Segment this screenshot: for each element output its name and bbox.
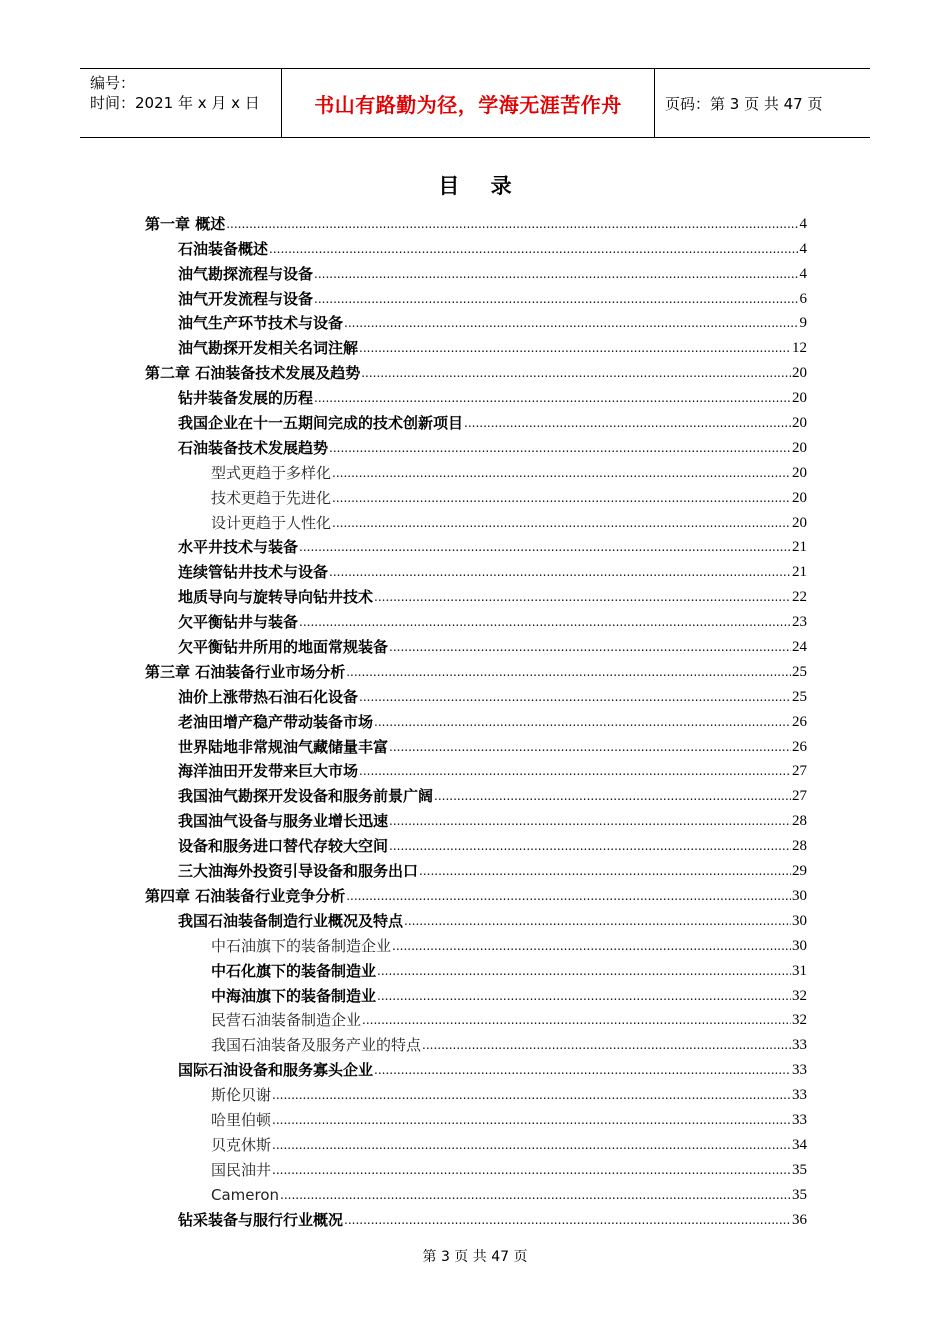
- toc-entry-title: 油气勘探流程与设备: [178, 264, 314, 283]
- toc-entry-title: 连续管钻井技术与设备: [178, 563, 329, 582]
- toc-dot-leader: [332, 464, 791, 483]
- toc-entry-title: 石油装备概述: [178, 239, 269, 258]
- toc-entry[interactable]: [145, 757, 807, 782]
- motto-text: 书山有路勤为径，学海无涯苦作舟: [314, 92, 622, 117]
- toc-entry-title: 中石油旗下的装备制造企业: [211, 936, 392, 955]
- toc-dot-leader: [299, 613, 791, 632]
- toc-dot-leader: [374, 588, 791, 607]
- toc-entry-page: 12: [792, 340, 807, 357]
- toc-entry-title: 贝克休斯: [211, 1135, 272, 1154]
- toc-entry-title: 三大油海外投资引导设备和服务出口: [178, 862, 419, 881]
- toc-entry[interactable]: [145, 856, 807, 881]
- toc-entry-page: 20: [792, 365, 807, 382]
- toc-entry[interactable]: [145, 284, 807, 309]
- toc-entry-title: 型式更趋于多样化: [211, 463, 332, 482]
- toc-entry-page: 32: [792, 1012, 807, 1029]
- toc-entry-page: 20: [792, 514, 807, 531]
- header-meta-cell: [80, 69, 282, 137]
- page-footer: 第 3 页 共 47 页: [422, 1249, 528, 1265]
- toc-dot-leader: [314, 290, 798, 309]
- toc-dot-leader: [226, 215, 798, 234]
- toc-entry-title: 油气生产环节技术与设备: [178, 314, 344, 333]
- toc-entry[interactable]: [145, 1180, 807, 1205]
- toc-entry[interactable]: [145, 358, 807, 383]
- toc-entry-page: 35: [792, 1161, 807, 1178]
- toc-entry[interactable]: [145, 408, 807, 433]
- toc-entry-title: 我国油气勘探开发设备和服务前景广阔: [178, 787, 434, 806]
- number-label: 编号：: [90, 74, 136, 92]
- toc-entry[interactable]: [145, 931, 807, 956]
- toc-entry-title: 第三章 石油装备行业市场分析: [145, 662, 346, 681]
- toc-title: 目 录: [438, 174, 524, 198]
- toc-entry[interactable]: [145, 1205, 807, 1230]
- toc-entry[interactable]: [145, 831, 807, 856]
- toc-dot-leader: [344, 314, 798, 333]
- table-of-contents: [145, 209, 807, 1230]
- toc-entry[interactable]: [145, 956, 807, 981]
- toc-entry-title: Cameron: [211, 1185, 280, 1204]
- toc-entry-title: 油气勘探开发相关名词注解: [178, 339, 359, 358]
- toc-entry-title: 哈里伯顿: [211, 1110, 272, 1129]
- toc-entry[interactable]: [145, 881, 807, 906]
- toc-entry-title: 油气开发流程与设备: [178, 289, 314, 308]
- toc-entry-page: 33: [792, 1111, 807, 1128]
- toc-entry[interactable]: [145, 806, 807, 831]
- toc-entry-title: 民营石油装备制造企业: [211, 1011, 362, 1030]
- toc-dot-leader: [422, 1036, 791, 1055]
- toc-dot-leader: [272, 1136, 791, 1155]
- toc-dot-leader: [359, 762, 791, 781]
- toc-entry-page: 21: [792, 564, 807, 581]
- toc-dot-leader: [374, 1061, 791, 1080]
- toc-entry-title: 我国企业在十一五期间完成的技术创新项目: [178, 414, 464, 433]
- toc-entry-page: 23: [792, 614, 807, 631]
- toc-entry[interactable]: [145, 1055, 807, 1080]
- toc-entry-page: 20: [792, 415, 807, 432]
- toc-entry-title: 国民油井: [211, 1160, 272, 1179]
- toc-entry-page: 28: [792, 813, 807, 830]
- toc-dot-leader: [344, 1211, 791, 1230]
- toc-entry[interactable]: [145, 333, 807, 358]
- toc-dot-leader: [377, 962, 791, 981]
- page-info: 页码：第 3 页 共 47 页: [665, 94, 823, 113]
- toc-entry-title: 我国油气设备与服务业增长迅速: [178, 812, 389, 831]
- toc-entry[interactable]: [145, 1080, 807, 1105]
- toc-entry-title: 第二章 石油装备技术发展及趋势: [145, 364, 361, 383]
- toc-entry-title: 欠平衡钻井与装备: [178, 613, 299, 632]
- toc-entry-page: 32: [792, 987, 807, 1004]
- toc-entry[interactable]: [145, 433, 807, 458]
- toc-entry-title: 油价上涨带热石油石化设备: [178, 687, 359, 706]
- toc-entry[interactable]: [145, 508, 807, 533]
- toc-entry[interactable]: [145, 1030, 807, 1055]
- toc-dot-leader: [280, 1186, 791, 1205]
- toc-dot-leader: [346, 887, 791, 906]
- toc-entry-title: 我国石油装备制造行业概况及特点: [178, 911, 404, 930]
- toc-dot-leader: [329, 563, 791, 582]
- toc-entry-page: 26: [792, 713, 807, 730]
- toc-dot-leader: [269, 240, 798, 259]
- toc-entry-page: 26: [792, 738, 807, 755]
- toc-dot-leader: [419, 862, 791, 881]
- toc-entry-page: 33: [792, 1062, 807, 1079]
- toc-entry[interactable]: [145, 732, 807, 757]
- toc-entry-title: 中海油旗下的装备制造业: [211, 986, 377, 1005]
- toc-dot-leader: [389, 837, 791, 856]
- toc-entry-page: 9: [799, 315, 807, 332]
- toc-entry[interactable]: [145, 557, 807, 582]
- toc-entry[interactable]: [145, 234, 807, 259]
- toc-entry-page: 29: [792, 863, 807, 880]
- toc-dot-leader: [377, 987, 791, 1006]
- page-header: [80, 68, 870, 138]
- toc-entry-page: 25: [792, 663, 807, 680]
- toc-entry-page: 36: [792, 1211, 807, 1228]
- toc-entry-page: 4: [799, 240, 807, 257]
- toc-entry-title: 我国石油装备及服务产业的特点: [211, 1036, 422, 1055]
- toc-entry-page: 4: [799, 265, 807, 282]
- toc-entry-page: 28: [792, 838, 807, 855]
- toc-entry[interactable]: [145, 906, 807, 931]
- toc-dot-leader: [272, 1111, 791, 1130]
- toc-entry-page: 35: [792, 1186, 807, 1203]
- toc-entry[interactable]: [145, 682, 807, 707]
- toc-entry-title: 设备和服务进口替代存较大空间: [178, 837, 389, 856]
- toc-entry-page: 27: [792, 788, 807, 805]
- toc-entry[interactable]: [145, 259, 807, 284]
- toc-entry-page: 21: [792, 539, 807, 556]
- toc-entry[interactable]: [145, 582, 807, 607]
- toc-dot-leader: [359, 339, 791, 358]
- toc-dot-leader: [314, 265, 798, 284]
- toc-entry-title: 欠平衡钻井所用的地面常规装备: [178, 638, 389, 657]
- toc-dot-leader: [464, 414, 791, 433]
- toc-entry-page: 30: [792, 912, 807, 929]
- toc-entry[interactable]: [145, 1130, 807, 1155]
- toc-dot-leader: [392, 937, 791, 956]
- toc-entry-page: 30: [792, 937, 807, 954]
- toc-dot-leader: [374, 713, 791, 732]
- toc-entry[interactable]: [145, 533, 807, 558]
- toc-entry[interactable]: [145, 483, 807, 508]
- toc-dot-leader: [332, 514, 791, 533]
- toc-entry-title: 钻井装备发展的历程: [178, 389, 314, 408]
- toc-dot-leader: [389, 738, 791, 757]
- toc-entry[interactable]: [145, 209, 807, 234]
- toc-entry-title: 国际石油设备和服务寡头企业: [178, 1061, 374, 1080]
- toc-entry-page: 31: [792, 962, 807, 979]
- toc-dot-leader: [314, 389, 791, 408]
- toc-entry-page: 24: [792, 639, 807, 656]
- toc-dot-leader: [389, 638, 791, 657]
- toc-entry[interactable]: [145, 607, 807, 632]
- toc-entry[interactable]: [145, 1006, 807, 1031]
- toc-entry-page: 27: [792, 763, 807, 780]
- toc-entry-title: 水平井技术与装备: [178, 538, 299, 557]
- toc-dot-leader: [404, 912, 791, 931]
- toc-entry[interactable]: [145, 309, 807, 334]
- toc-entry-title: 设计更趋于人性化: [211, 513, 332, 532]
- toc-entry-page: 20: [792, 464, 807, 481]
- toc-entry[interactable]: [145, 707, 807, 732]
- toc-entry-page: 22: [792, 589, 807, 606]
- toc-entry-title: 钻采装备与服行行业概况: [178, 1210, 344, 1229]
- toc-dot-leader: [359, 688, 791, 707]
- toc-dot-leader: [361, 364, 791, 383]
- toc-entry-title: 世界陆地非常规油气藏储量丰富: [178, 737, 389, 756]
- toc-dot-leader: [299, 538, 791, 557]
- toc-dot-leader: [346, 663, 791, 682]
- toc-entry[interactable]: [145, 383, 807, 408]
- toc-entry-page: 20: [792, 390, 807, 407]
- toc-entry-page: 33: [792, 1037, 807, 1054]
- toc-entry[interactable]: [145, 657, 807, 682]
- toc-entry[interactable]: [145, 981, 807, 1006]
- toc-entry[interactable]: [145, 458, 807, 483]
- time-label: 时间：2021 年 x 月 x 日: [90, 94, 260, 112]
- toc-dot-leader: [332, 489, 791, 508]
- toc-entry[interactable]: [145, 632, 807, 657]
- toc-entry-title: 技术更趋于先进化: [211, 488, 332, 507]
- toc-entry-title: 第四章 石油装备行业竞争分析: [145, 886, 346, 905]
- header-motto-cell: [282, 69, 655, 137]
- toc-entry-title: 中石化旗下的装备制造业: [211, 961, 377, 980]
- toc-entry-page: 25: [792, 688, 807, 705]
- toc-entry-title: 第一章 概述: [145, 214, 226, 233]
- toc-entry[interactable]: [145, 1155, 807, 1180]
- toc-entry-page: 6: [799, 290, 807, 307]
- toc-entry-title: 斯伦贝谢: [211, 1086, 272, 1105]
- toc-entry-page: 30: [792, 887, 807, 904]
- header-page-cell: [655, 69, 870, 137]
- toc-entry-page: 4: [799, 215, 807, 232]
- toc-dot-leader: [389, 812, 791, 831]
- toc-dot-leader: [272, 1086, 791, 1105]
- toc-dot-leader: [272, 1161, 791, 1180]
- toc-dot-leader: [329, 439, 791, 458]
- toc-entry-page: 20: [792, 489, 807, 506]
- toc-entry-page: 33: [792, 1087, 807, 1104]
- toc-entry-title: 地质导向与旋转导向钻井技术: [178, 588, 374, 607]
- toc-entry-page: 34: [792, 1136, 807, 1153]
- toc-entry-title: 石油装备技术发展趋势: [178, 438, 329, 457]
- toc-dot-leader: [362, 1011, 791, 1030]
- toc-entry[interactable]: [145, 1105, 807, 1130]
- toc-entry-title: 海洋油田开发带来巨大市场: [178, 762, 359, 781]
- toc-entry-page: 20: [792, 439, 807, 456]
- toc-entry[interactable]: [145, 781, 807, 806]
- toc-entry-title: 老油田增产稳产带动装备市场: [178, 712, 374, 731]
- toc-dot-leader: [434, 787, 791, 806]
